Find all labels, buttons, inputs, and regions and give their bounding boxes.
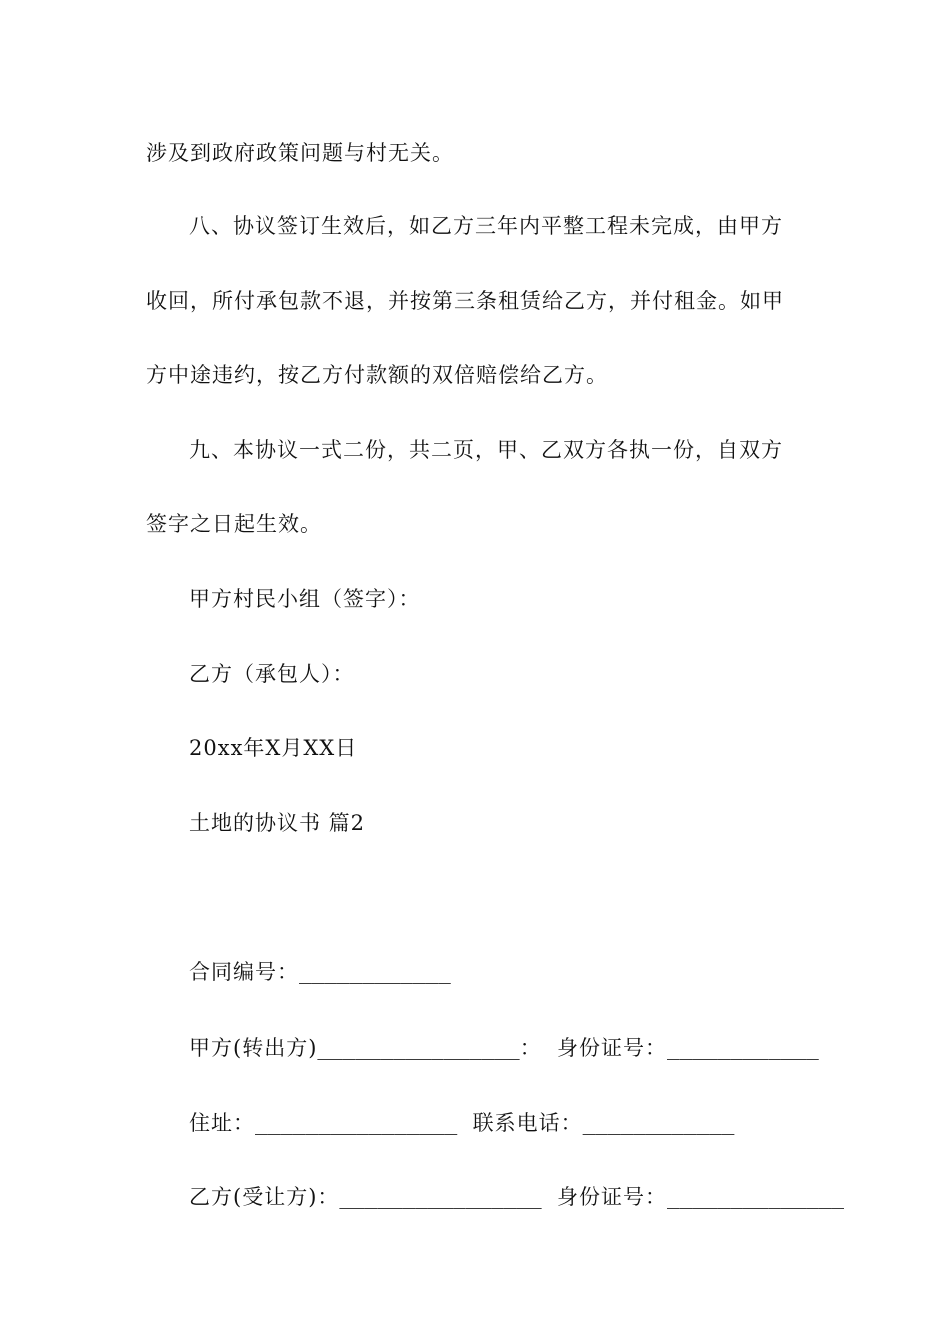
party-b-signature-line: 乙方（承包人）：: [189, 662, 355, 686]
contract-number-blank[interactable]: ____________: [299, 960, 451, 984]
paragraph-line: 涉及到政府政策问题与村无关。: [146, 141, 454, 165]
clause-9-line-1: 九、本协议一式二份，共二页，甲、乙双方各执一份，自双方: [189, 438, 783, 462]
party-a-id-blank[interactable]: ____________: [667, 1036, 819, 1060]
clause-9-line-2: 签字之日起生效。: [146, 512, 322, 536]
clause-8-line-1: 八、协议签订生效后，如乙方三年内平整工程未完成，由甲方: [189, 214, 783, 238]
phone-label: 联系电话：: [472, 1111, 583, 1135]
party-b-row: [189, 1183, 844, 1211]
party-a-label: 甲方(转出方): [189, 1036, 318, 1060]
address-blank[interactable]: ________________: [255, 1111, 458, 1135]
clause-8-line-3: 方中途违约，按乙方付款额的双倍赔偿给乙方。: [146, 363, 608, 387]
party-b-id-label: 身份证号：: [557, 1185, 668, 1209]
party-a-colon: ：: [519, 1036, 542, 1060]
party-a-signature-line: 甲方村民小组（签字）：: [189, 587, 421, 611]
clause-8-line-2: 收回，所付承包款不退，并按第三条租赁给乙方，并付租金。如甲: [146, 289, 784, 313]
contract-number-row: [189, 958, 451, 986]
section-title: 土地的协议书 篇2: [189, 811, 366, 835]
party-a-row: [189, 1034, 819, 1062]
party-a-id-label: 身份证号：: [557, 1036, 668, 1060]
party-b-label: 乙方(受让方)：: [189, 1185, 340, 1209]
date-line: 20xx年X月XX日: [189, 736, 358, 760]
party-b-blank[interactable]: ________________: [339, 1185, 542, 1209]
address-row: [189, 1109, 734, 1137]
party-a-blank[interactable]: ________________: [317, 1036, 520, 1060]
party-b-id-blank[interactable]: ______________: [667, 1185, 845, 1209]
contract-number-label: 合同编号：: [189, 960, 299, 984]
phone-blank[interactable]: ____________: [582, 1111, 735, 1135]
address-label: 住址：: [189, 1111, 255, 1135]
